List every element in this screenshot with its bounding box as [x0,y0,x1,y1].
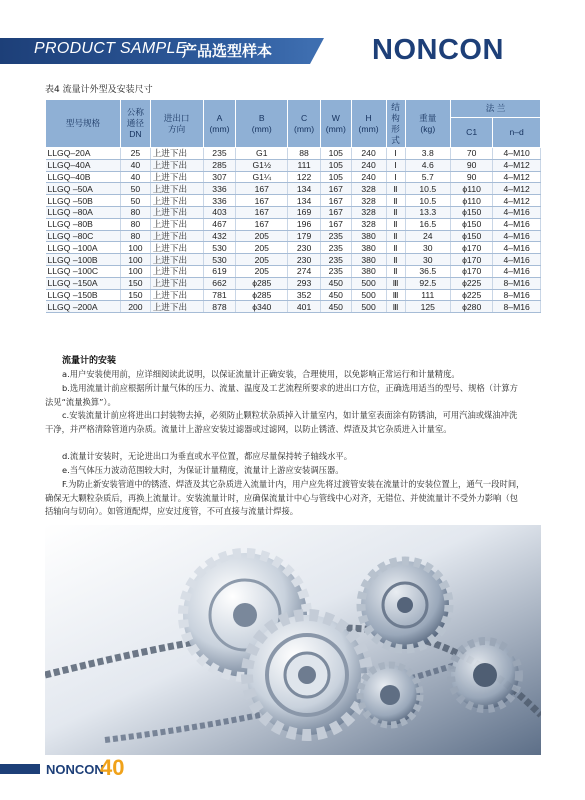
th-flange: 法 兰 [451,100,541,118]
table-cell: 450 [320,277,351,289]
table-cell: 167 [320,206,351,218]
table-cell: 432 [203,230,236,242]
install-section-title: 流量计的安装 [62,356,117,366]
table-cell: 3.8 [405,148,450,160]
table-cell: 235 [320,254,351,266]
table-cell: G1 [236,148,288,160]
table-cell: LLGQ–40A [46,159,121,171]
table-cell: 500 [351,289,386,301]
install-item-b: b.选用流量计前应根据所计量气体的压力、流量、温度及工艺流程所要求的进出口方位，正确选用适当的型号、规格（计算方法见“流量换算”）。 [45,383,518,407]
table-cell: 307 [203,171,236,183]
table-cell: 380 [351,242,386,254]
table-cell: 352 [288,289,321,301]
table-cell: 336 [203,183,236,195]
th-c1: C1 [451,118,493,148]
table-cell: LLGQ–40B [46,171,121,183]
table-cell: 205 [236,230,288,242]
table-cell: ϕ110 [451,195,493,207]
table-cell: Ⅱ [386,218,405,230]
table-row [46,195,541,207]
table-cell: 196 [288,218,321,230]
table-cell: ϕ150 [451,230,493,242]
table-cell: 328 [351,195,386,207]
table-cell: 4–M16 [493,242,541,254]
table-cell: Ⅱ [386,230,405,242]
table-cell: 500 [351,277,386,289]
table-cell: 274 [288,265,321,277]
th-dn: 公称 通径 DN [121,100,151,148]
table-cell: 530 [203,254,236,266]
table-row [46,148,541,160]
table-cell: 92.5 [405,277,450,289]
table-cell: 328 [351,218,386,230]
table-cell: 380 [351,230,386,242]
table-cell: 100 [121,265,151,277]
table-cell: 230 [288,242,321,254]
table-cell: 50 [121,195,151,207]
table-cell: ϕ225 [451,277,493,289]
table-cell: ϕ170 [451,242,493,254]
table-cell: 4–M10 [493,148,541,160]
table-cell: 235 [320,265,351,277]
table-cell: 16.5 [405,218,450,230]
table-row [46,183,541,195]
table-cell: 530 [203,242,236,254]
table-cell: 88 [288,148,321,160]
table-cell: 500 [351,301,386,313]
table-cell: ϕ170 [451,254,493,266]
table-cell: 上进下出 [150,265,203,277]
table-cell: 80 [121,206,151,218]
table-cell: 230 [288,254,321,266]
table-cell: 150 [121,289,151,301]
table-cell: 上进下出 [150,242,203,254]
table-cell: 235 [203,148,236,160]
page-number: 40 [100,755,125,780]
table-cell: 235 [320,230,351,242]
gears-illustration [45,525,541,755]
table-cell: 100 [121,254,151,266]
table-cell: 36.5 [405,265,450,277]
table-cell: LLGQ –100B [46,254,121,266]
gear-small [360,665,420,725]
table-cell: 134 [288,195,321,207]
table-cell: 4–M16 [493,230,541,242]
table-cell: 10.5 [405,183,450,195]
table-cell: 5.7 [405,171,450,183]
table-cell: 上进下出 [150,254,203,266]
table-cell: 619 [203,265,236,277]
table-cell: 328 [351,206,386,218]
table-body [46,148,541,313]
product-sample-label: PRODUCT SAMPLE [34,40,187,57]
table-row [46,265,541,277]
table-cell: 70 [451,148,493,160]
table-cell: 285 [203,159,236,171]
table-cell: ϕ340 [236,301,288,313]
th-nd: n–d [493,118,541,148]
table-row [46,289,541,301]
table-cell: LLGQ –50A [46,183,121,195]
table-cell: ϕ150 [451,206,493,218]
table-cell: 30 [405,242,450,254]
table-cell: 205 [236,265,288,277]
table-row [46,254,541,266]
table-cell: 8–M16 [493,277,541,289]
table-cell: Ⅱ [386,265,405,277]
table-cell: 169 [288,206,321,218]
table-cell: LLGQ –100C [46,265,121,277]
table-cell: LLGQ –50B [46,195,121,207]
table-cell: 80 [121,218,151,230]
table-cell: Ⅱ [386,206,405,218]
table-cell: 336 [203,195,236,207]
table-cell: 上进下出 [150,183,203,195]
table-cell: 90 [451,171,493,183]
table-cell: 上进下出 [150,195,203,207]
table-cell: 179 [288,230,321,242]
table-cell: 40 [121,171,151,183]
table-cell: 4–M12 [493,171,541,183]
table-cell: ϕ280 [451,301,493,313]
table-cell: 205 [236,242,288,254]
table-row [46,301,541,313]
table-cell: 上进下出 [150,171,203,183]
table-cell: 40 [121,159,151,171]
table-cell: 240 [351,159,386,171]
install-item-e: e.当气体压力波动范围较大时，为保证计量精度，流量计上游应安装调压器。 [62,465,344,475]
table-cell: 167 [236,195,288,207]
table-cell: 4–M16 [493,265,541,277]
table-cell: 134 [288,183,321,195]
table-cell: 328 [351,183,386,195]
th-model: 型号规格 [46,100,121,148]
table-cell: 4–M12 [493,159,541,171]
table-row [46,206,541,218]
table-cell: 30 [405,254,450,266]
table-cell: 111 [288,159,321,171]
table-cell: 上进下出 [150,277,203,289]
th-weight: 重量 (kg) [405,100,450,148]
table-caption: 表4 流量计外型及安装尺寸 [45,85,153,95]
table-row [46,218,541,230]
table-cell: 450 [320,301,351,313]
footer-bar [0,764,40,774]
table-cell: 380 [351,254,386,266]
table-cell: 4–M16 [493,218,541,230]
table-cell: 上进下出 [150,159,203,171]
table-cell: 8–M16 [493,301,541,313]
table-cell: 24 [405,230,450,242]
th-structure: 结 构 形 式 [386,100,405,148]
table-cell: 293 [288,277,321,289]
table-cell: 100 [121,242,151,254]
table-cell: ϕ225 [451,289,493,301]
th-inout: 进出口 方向 [150,100,203,148]
th-a: A (mm) [203,100,236,148]
table-cell: Ⅱ [386,254,405,266]
gear-right [361,561,449,649]
table-row [46,171,541,183]
table-cell: Ⅰ [386,171,405,183]
table-cell: 401 [288,301,321,313]
table-cell: LLGQ –150B [46,289,121,301]
table-cell: 上进下出 [150,218,203,230]
table-cell: 4–M16 [493,206,541,218]
gear-center [247,615,367,735]
table-cell: 403 [203,206,236,218]
table-cell: LLGQ –80C [46,230,121,242]
table-cell: 105 [320,171,351,183]
product-sample-label-cn: 产品选型样本 [182,42,273,60]
table-cell: 上进下出 [150,301,203,313]
table-cell: ϕ285 [236,277,288,289]
th-b: B (mm) [236,100,288,148]
table-cell: LLGQ –80B [46,218,121,230]
table-cell: 上进下出 [150,230,203,242]
table-cell: 662 [203,277,236,289]
install-item-d: d.流量计安装时，无论进出口为垂直或水平位置，都应尽量保持转子轴线水平。 [62,451,353,461]
table-cell: 380 [351,265,386,277]
table-cell: 781 [203,289,236,301]
table-cell: Ⅱ [386,242,405,254]
th-c: C (mm) [288,100,321,148]
table-cell: 125 [405,301,450,313]
table-cell: 105 [320,159,351,171]
table-cell: 上进下出 [150,289,203,301]
table-row [46,230,541,242]
table-cell: LLGQ –150A [46,277,121,289]
table-cell: 235 [320,242,351,254]
table-cell: ϕ285 [236,289,288,301]
table-cell: 150 [121,277,151,289]
table-cell: Ⅰ [386,159,405,171]
table-header [46,100,541,148]
table-cell: 13.3 [405,206,450,218]
table-cell: LLGQ –200A [46,301,121,313]
table-cell: Ⅲ [386,301,405,313]
noncon-logo [372,34,504,67]
spec-table [45,99,541,313]
logo-text: NONCON [372,34,504,66]
table-cell: ϕ110 [451,183,493,195]
table-cell: Ⅲ [386,289,405,301]
table-cell: ϕ170 [451,265,493,277]
table-row [46,242,541,254]
table-cell: 上进下出 [150,206,203,218]
table-cell: 上进下出 [150,148,203,160]
table-cell: 205 [236,254,288,266]
table-cell: 467 [203,218,236,230]
table-cell: 167 [236,218,288,230]
table-cell: Ⅲ [386,277,405,289]
table-row [46,159,541,171]
page-header [0,30,585,66]
table-cell: G1½ [236,159,288,171]
table-cell: 105 [320,148,351,160]
table-cell: 8–M16 [493,289,541,301]
install-item-a: a.用户安装使用前，应详细阅读此说明，以保证流量计正确安装，合理使用，以免影响正常运行和计量精度。 [62,369,460,379]
table-cell: 167 [236,206,288,218]
table-cell: 200 [121,301,151,313]
table-cell: 167 [236,183,288,195]
table-cell: 167 [320,195,351,207]
table-cell: 450 [320,289,351,301]
table-cell: Ⅰ [386,148,405,160]
table-cell: Ⅱ [386,195,405,207]
table-cell: 122 [288,171,321,183]
table-cell: G1¼ [236,171,288,183]
gear-far-right [451,641,519,709]
table-cell: Ⅱ [386,183,405,195]
table-cell: 4–M16 [493,254,541,266]
table-cell: 50 [121,183,151,195]
table-cell: 4–M12 [493,195,541,207]
table-cell: 111 [405,289,450,301]
table-cell: 878 [203,301,236,313]
table-cell: LLGQ –100A [46,242,121,254]
table-cell: 90 [451,159,493,171]
table-cell: LLGQ –80A [46,206,121,218]
install-item-c: c.安装流量计前应将进出口封装物去掉，必须防止颗粒状杂质掉入计量室内，如计量室表面涂有防锈油，可用汽油或煤油冲洗干净，并严格清除管道内杂质。流量计上游应安装过滤器或过滤网，以防止锈渣、焊渣及其它杂质进入计量室。 [45,410,518,434]
table-cell: LLGQ–20A [46,148,121,160]
table-cell: 240 [351,148,386,160]
table-cell: 167 [320,218,351,230]
table-cell: 25 [121,148,151,160]
table-cell: 167 [320,183,351,195]
table-cell: 10.5 [405,195,450,207]
footer-logo: NONCON [46,762,104,777]
th-w: W (mm) [320,100,351,148]
table-cell: 80 [121,230,151,242]
th-h: H (mm) [351,100,386,148]
install-item-f: F.为防止新安装管道中的锈渣、焊渣及其它杂质进入流量计内，用户应先将过渡管安装在流量计的安装位置上，通气一段时间，确保无大颗粒杂质后，再换上流量计。安装流量计时，应确保流量计中心与管线中心对齐，无错位、并使流量计不受外力影响（包括轴向与切向）。如管道配焊，应安过度管，不可直接与流量计焊接。 [45,479,525,516]
table-cell: 4.6 [405,159,450,171]
table-cell: 4–M12 [493,183,541,195]
table-cell: ϕ150 [451,218,493,230]
table-cell: 240 [351,171,386,183]
table-row [46,277,541,289]
